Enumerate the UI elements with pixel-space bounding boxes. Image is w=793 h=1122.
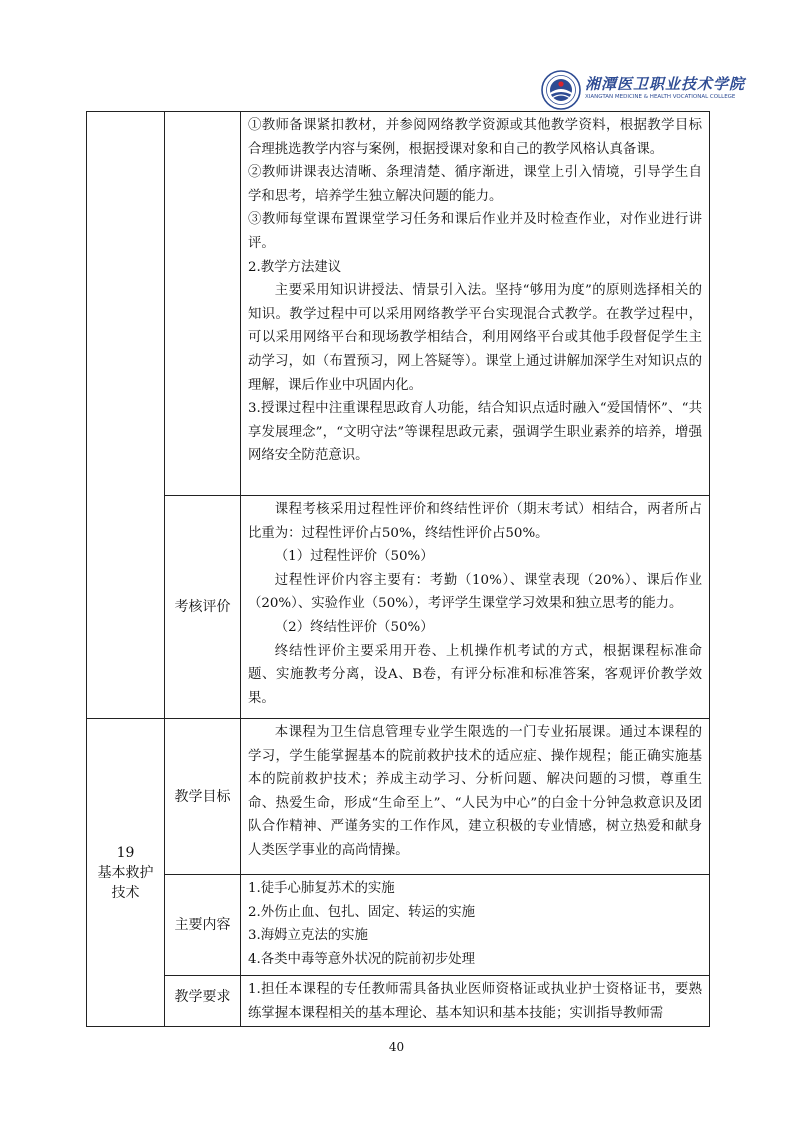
label-cell-empty	[165, 112, 241, 496]
page-number: 40	[388, 1040, 405, 1054]
goal-cell	[241, 719, 710, 875]
final-eval-title: （2）终结性评价（50%）	[274, 619, 434, 635]
course-number: 19	[116, 844, 135, 861]
assessment-intro: 课程考核采用过程性评价和终结性评价（期末考试）相结合，两者所占比重为：过程性评价占50%，终结性评价占50%。	[248, 502, 702, 541]
req-label-cell	[165, 976, 241, 1027]
req-cell	[241, 976, 710, 1027]
course-cell-empty	[87, 112, 165, 719]
req-text: 1.担任本课程的专任教师需具备执业医师资格证或执业护士资格证书，要熟练掌握本课程相关的基本理论、基本知识和基本技能；实训指导教师需	[248, 982, 702, 1021]
teaching-requirements-cell	[241, 112, 710, 496]
list-item: 3.海姆立克法的实施	[248, 928, 368, 944]
goal-label: 教学目标	[174, 788, 231, 805]
college-name-en: XIANGTAN MEDICINE & HEALTH VOCATIONAL COLLEGE	[585, 94, 736, 100]
curriculum-table	[86, 111, 710, 1027]
process-eval-text: 过程性评价内容主要有：考勤（10%）、课堂表现（20%）、课后作业（20%）、实验作业（50%），考评学生课堂学习效果和独立思考的能力。	[248, 572, 702, 612]
method-title: 2.教学方法建议	[248, 259, 342, 275]
goal-label-cell	[165, 719, 241, 875]
course-19-cell	[87, 719, 165, 1027]
content-label-cell	[165, 875, 241, 976]
content-label: 主要内容	[174, 917, 231, 933]
content-cell	[241, 875, 710, 976]
requirement-item: ②教师讲课表达清晰、条理清楚、循序渐进，课堂上引入情境，引导学生自学和思考，培养学生独立解决问题的能力。	[248, 165, 702, 204]
method-text: 主要采用知识讲授法、情景引入法。坚持“够用为度”的原则选择相关的知识。教学过程中可以采用网络教学平台实现混合式教学。在教学过程中，可以采用网络平台和现场教学相结合，利用网络平台或其他手段督促学生主动学习，如（布置预习，网上答疑等）。课堂上通过讲解加深学生对知识点的理解，课后作业中巩固内化。	[248, 283, 702, 393]
list-item: 2.外伤止血、包扎、固定、转运的实施	[248, 904, 476, 920]
req-label: 教学要求	[174, 989, 231, 1005]
table-row	[87, 719, 710, 875]
list-item: 1.徒手心肺复苏术的实施	[248, 881, 395, 896]
assessment-label: 考核评价	[174, 599, 231, 615]
assessment-label-cell	[165, 496, 241, 719]
college-name-cn: 湘潭医卫职业技术学院	[585, 75, 746, 93]
table-row	[87, 496, 710, 719]
assessment-cell	[241, 496, 710, 719]
list-item: 4.各类中毒等意外状况的院前初步处理	[248, 951, 476, 967]
college-logo	[541, 70, 746, 114]
college-seal-icon	[541, 70, 581, 110]
ideology-text: 3.授课过程中注重课程思政育人功能，结合知识点适时融入“爱国情怀”、“共享发展理念”，“文明守法”等课程思政元素，强调学生职业素养的培养，增强网络安全防范意识。	[248, 401, 702, 464]
table-row	[87, 976, 710, 1027]
table-row	[87, 112, 710, 496]
final-eval-text: 终结性评价主要采用开卷、上机操作机考试的方式，根据课程标准命题、实施教考分离，设A、B卷，有评分标准和标准答案，客观评价教学效果。	[248, 643, 702, 706]
goal-text: 本课程为卫生信息管理专业学生限选的一门专业拓展课。通过本课程的学习，学生能掌握基本的院前救护技术的适应症、操作规程；能正确实施基本的院前救护技术；养成主动学习、分析问题、解决问题的习惯，尊重生命、热爱生命，形成“生命至上”、“人民为中心”的白金十分钟急救意识及团队合作精神、严谨务实的工作作风，建立积极的专业情感，树立热爱和献身人类医学事业的高尚情操。	[248, 725, 702, 858]
process-eval-title: （1）过程性评价（50%）	[274, 549, 434, 565]
requirement-item: ③教师每堂课布置课堂学习任务和课后作业并及时检查作业，对作业进行讲评。	[248, 212, 702, 251]
course-name: 基本救护技术	[97, 864, 154, 901]
table-row	[87, 875, 710, 976]
requirement-item: ①教师备课紧扣教材，并参阅网络教学资源或其他教学资料，根据教学目标合理挑选教学内容与案例，根据授课对象和自己的教学风格认真备课。	[248, 118, 702, 157]
